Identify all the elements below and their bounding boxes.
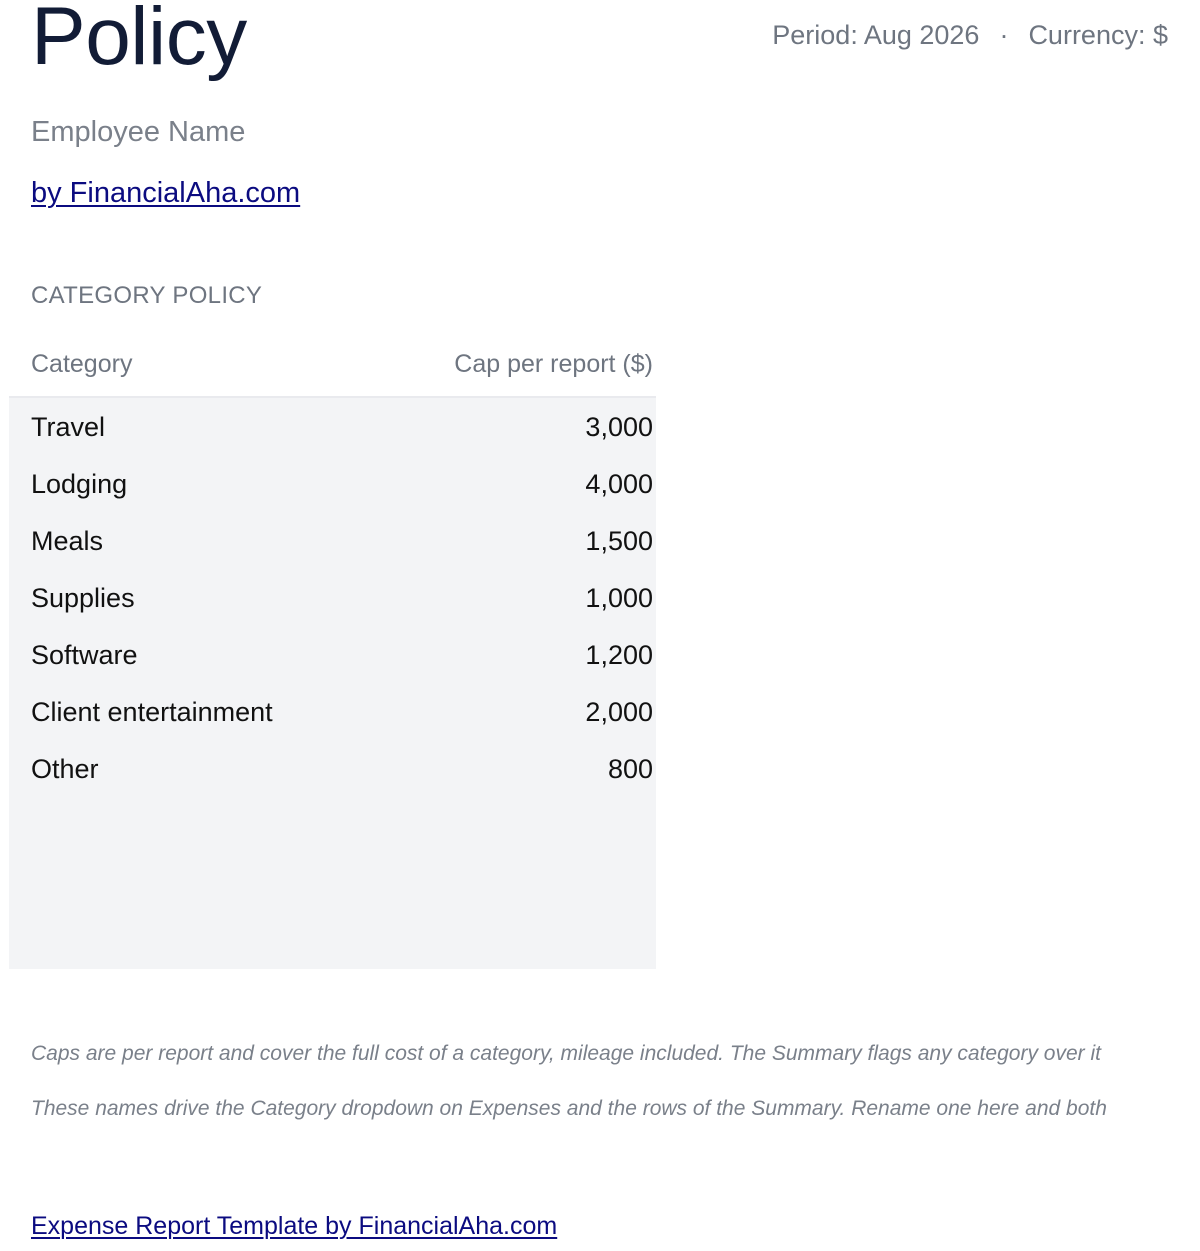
meta-separator: · [999, 20, 1009, 50]
cap-cell[interactable]: 800 [607, 754, 653, 784]
policy-note: These names drive the Category dropdown on Expenses and the rows of the Summary. Rename one here and both [31, 1097, 1107, 1120]
currency-label: Currency: $ [1028, 20, 1168, 50]
category-cell[interactable]: Other [31, 754, 99, 784]
header-meta [772, 20, 1168, 51]
table-row[interactable] [31, 412, 653, 452]
category-cell[interactable]: Lodging [31, 469, 128, 499]
category-cell[interactable]: Supplies [31, 583, 135, 613]
page-title: Policy [31, 0, 247, 82]
column-header-category: Category [31, 350, 133, 378]
column-header-cap: Cap per report ($) [454, 350, 653, 378]
cap-cell[interactable]: 4,000 [585, 469, 653, 499]
period-label: Period: Aug 2026 [772, 20, 980, 50]
category-table-body [9, 396, 656, 969]
table-header [31, 350, 653, 379]
cap-cell[interactable]: 1,000 [585, 583, 653, 613]
footer-link[interactable]: Expense Report Template by FinancialAha.com [31, 1212, 558, 1240]
category-cell[interactable]: Meals [31, 526, 104, 556]
cap-cell[interactable]: 1,500 [585, 526, 653, 556]
category-cell[interactable]: Client entertainment [31, 697, 273, 727]
byline-link[interactable]: by FinancialAha.com [31, 177, 301, 209]
table-row[interactable] [31, 526, 653, 566]
table-row[interactable] [31, 583, 653, 623]
cap-cell[interactable]: 3,000 [585, 412, 653, 442]
policy-note: Caps are per report and cover the full cost of a category, mileage included. The Summary flags any category over it [31, 1042, 1101, 1065]
table-row[interactable] [31, 469, 653, 509]
table-row[interactable] [31, 640, 653, 680]
category-cell[interactable]: Software [31, 640, 138, 670]
table-row[interactable] [31, 754, 653, 794]
cap-cell[interactable]: 1,200 [585, 640, 653, 670]
cap-cell[interactable]: 2,000 [585, 697, 653, 727]
employee-name: Employee Name [31, 116, 246, 148]
section-title: CATEGORY POLICY [31, 282, 263, 309]
category-cell[interactable]: Travel [31, 412, 106, 442]
table-row[interactable] [31, 697, 653, 737]
